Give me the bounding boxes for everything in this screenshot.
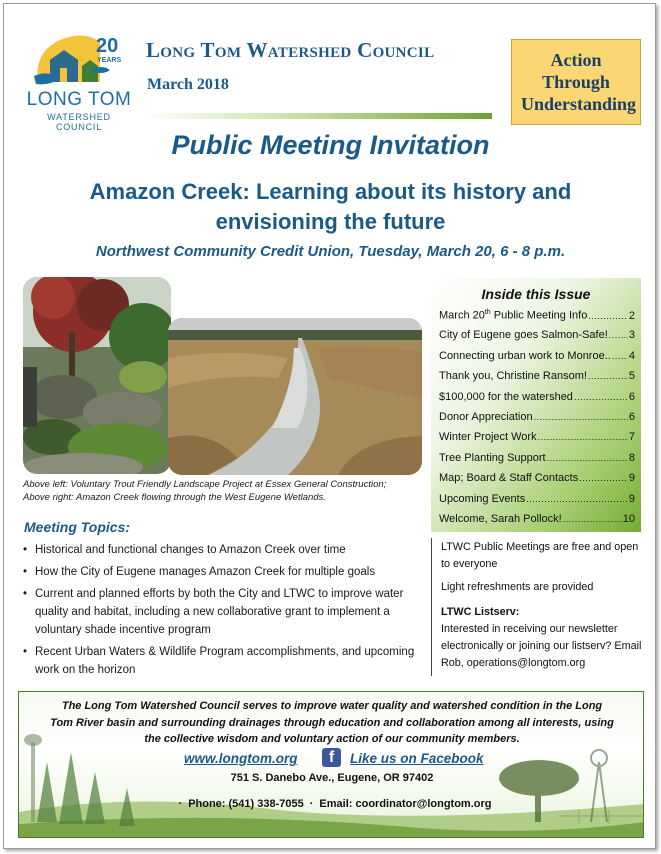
- facebook-link[interactable]: Like us on Facebook: [350, 751, 484, 766]
- list-item: • How the City of Eugene manages Amazon Creek for multiple goals: [23, 563, 423, 581]
- toc-page: 9: [628, 472, 635, 485]
- website-link[interactable]: www.longtom.org: [184, 751, 298, 766]
- inside-title: Inside this Issue: [481, 286, 591, 302]
- toc-item[interactable]: March 20th Public Meeting Info ..... 2: [439, 309, 635, 329]
- toc-page: 3: [628, 329, 635, 342]
- notes-divider: [431, 538, 432, 676]
- footer-box: [18, 691, 644, 838]
- mission-statement: The Long Tom Watershed Council serves to improve water quality and watershed condition in the Long Tom River basin and surrounding drainages through education and collaboration among all interests, using the collective wisdom and voluntary action of our community members.: [50, 700, 614, 745]
- list-item: • Recent Urban Waters & Wildlife Program accomplishments, and upcoming work on the horizon: [23, 643, 423, 679]
- refreshments-note: Light refreshments are provided: [441, 581, 594, 593]
- logo-name: LONG TOM: [26, 89, 132, 110]
- toc-page: 10: [622, 512, 635, 525]
- table-of-contents: [439, 309, 635, 533]
- inside-this-issue-box: [431, 278, 641, 532]
- list-item: • Historical and functional changes to Amazon Creek over time: [23, 541, 423, 559]
- contact-line: · Phone: (541) 338-7055 · Email: coordinator@longtom.org: [178, 798, 492, 810]
- motto-text: Action Through Understanding: [521, 50, 637, 114]
- toc-page: 7: [628, 431, 635, 444]
- toc-page: 2: [628, 309, 635, 322]
- issue-date: March 2018: [147, 76, 229, 93]
- email[interactable]: Email: coordinator@longtom.org: [319, 798, 492, 810]
- topics-title: Meeting Topics:: [24, 519, 131, 535]
- toc-item[interactable]: Upcoming Events ..... 9: [439, 493, 635, 513]
- article-subhead: Amazon Creek: Learning about its history and envisioning the future: [89, 179, 572, 234]
- newsletter-page: [3, 3, 656, 849]
- listserv-label: LTWC Listserv:: [441, 606, 520, 618]
- facebook-icon[interactable]: f: [322, 748, 341, 767]
- page-headline: Public Meeting Invitation: [171, 130, 490, 160]
- logo-subtitle: WATERSHED COUNCIL: [47, 112, 111, 132]
- toc-page: 5: [628, 370, 635, 383]
- garden-photo: [23, 277, 171, 474]
- listserv-text: Interested in receiving our newsletter electronically or joining our listserv? Email Rob, operations@longtom.org: [441, 623, 642, 669]
- meeting-notes: [441, 539, 643, 678]
- topics-list: [23, 541, 423, 683]
- toc-item[interactable]: Thank you, Christine Ransom! ..... 5: [439, 370, 635, 390]
- logo-years-word: YEARS: [97, 57, 122, 64]
- address: 751 S. Danebo Ave., Eugene, OR 97402: [230, 772, 434, 784]
- toc-item[interactable]: Map; Board & Staff Contacts ..... 9: [439, 472, 635, 492]
- list-item: • Current and planned efforts by both the City and LTWC to improve water quality and habitat, including a new collaborative grant to implement a voluntary shade incentive program: [23, 585, 423, 639]
- free-note: LTWC Public Meetings are free and open to everyone: [441, 541, 639, 570]
- logo-years: 20: [96, 35, 119, 57]
- photo-caption: [23, 478, 423, 504]
- amazon-creek-photo: [168, 318, 422, 475]
- toc-item[interactable]: Connecting urban work to Monroe.. ..... 4: [439, 350, 635, 370]
- toc-item[interactable]: Donor Appreciation ..... 6: [439, 411, 635, 431]
- toc-page: 6: [628, 390, 635, 403]
- logo-graphic-icon: [30, 30, 126, 90]
- toc-page: 9: [628, 492, 635, 505]
- phone: Phone: (541) 338-7055: [188, 798, 304, 810]
- toc-item[interactable]: City of Eugene goes Salmon-Safe! ..... 3: [439, 329, 635, 349]
- caption-line-1: Above left: Voluntary Trout Friendly Landscape Project at Essex General Construction;: [23, 479, 387, 490]
- ltwc-logo: [22, 30, 134, 132]
- toc-item[interactable]: Welcome, Sarah Pollock! ..... 10: [439, 513, 635, 533]
- caption-line-2: Above right: Amazon Creek flowing through the West Eugene Wetlands.: [23, 492, 326, 503]
- org-title: Long Tom Watershed Council: [146, 38, 435, 62]
- header-divider: [144, 113, 492, 119]
- toc-page: 4: [628, 349, 635, 362]
- meeting-details: Northwest Community Credit Union, Tuesday, March 20, 6 - 8 p.m.: [95, 243, 566, 260]
- motto-box: [511, 39, 641, 125]
- toc-item[interactable]: Tree Planting Support ..... 8: [439, 452, 635, 472]
- toc-item[interactable]: $100,000 for the watershed ..... 6: [439, 391, 635, 411]
- toc-item[interactable]: Winter Project Work ..... 7: [439, 431, 635, 451]
- toc-page: 6: [628, 410, 635, 423]
- toc-page: 8: [628, 451, 635, 464]
